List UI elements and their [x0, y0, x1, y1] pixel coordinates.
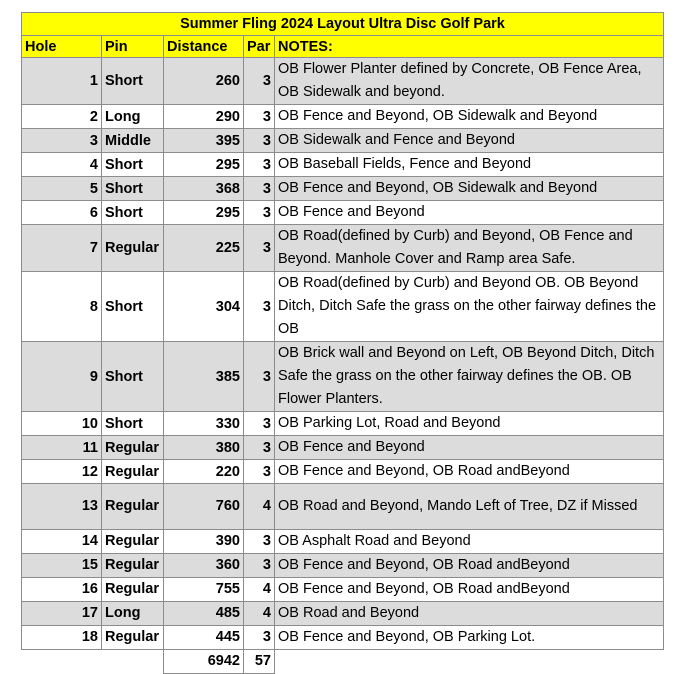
pin-cell: Short	[102, 153, 164, 177]
table-row	[22, 553, 664, 577]
pin-cell: Short	[102, 412, 164, 436]
par-cell: 3	[244, 177, 275, 201]
distance-cell: 445	[164, 625, 244, 649]
notes-cell: OB Sidewalk and Fence and Beyond	[275, 129, 664, 153]
hole-cell: 6	[22, 201, 102, 225]
notes-cell: OB Fence and Beyond	[275, 201, 664, 225]
pin-cell: Short	[102, 58, 164, 105]
distance-cell: 295	[164, 201, 244, 225]
hole-cell: 15	[22, 553, 102, 577]
distance-cell: 380	[164, 436, 244, 460]
par-cell: 4	[244, 577, 275, 601]
table-row	[22, 342, 664, 412]
total-par: 57	[244, 649, 275, 673]
pin-cell: Short	[102, 201, 164, 225]
par-cell: 3	[244, 625, 275, 649]
pin-cell: Short	[102, 177, 164, 201]
hole-cell: 10	[22, 412, 102, 436]
table-row	[22, 625, 664, 649]
notes-cell: OB Brick wall and Beyond on Left, OB Beyond Ditch, Ditch Safe the grass on the other fairway defines the OB. OB Flower Planters.	[275, 342, 664, 412]
hole-cell: 7	[22, 225, 102, 272]
notes-cell: OB Road and Beyond	[275, 601, 664, 625]
table-row	[22, 601, 664, 625]
pin-cell: Regular	[102, 225, 164, 272]
notes-cell: OB Flower Planter defined by Concrete, OB Fence Area, OB Sidewalk and beyond.	[275, 58, 664, 105]
hole-cell: 2	[22, 105, 102, 129]
distance-cell: 330	[164, 412, 244, 436]
hole-cell: 9	[22, 342, 102, 412]
distance-cell: 385	[164, 342, 244, 412]
distance-cell: 220	[164, 460, 244, 484]
header-pin: Pin	[102, 36, 164, 58]
total-distance: 6942	[164, 649, 244, 673]
table-row	[22, 484, 664, 530]
distance-cell: 368	[164, 177, 244, 201]
pin-cell: Regular	[102, 625, 164, 649]
header-notes: NOTES:	[275, 36, 664, 58]
distance-cell: 225	[164, 225, 244, 272]
blank-cell	[102, 649, 164, 673]
table-row	[22, 201, 664, 225]
pin-cell: Short	[102, 272, 164, 342]
notes-cell: OB Fence and Beyond, OB Road andBeyond	[275, 577, 664, 601]
hole-cell: 4	[22, 153, 102, 177]
distance-cell: 760	[164, 484, 244, 530]
pin-cell: Long	[102, 105, 164, 129]
notes-cell: OB Fence and Beyond, OB Parking Lot.	[275, 625, 664, 649]
table-row	[22, 529, 664, 553]
header-par: Par	[244, 36, 275, 58]
pin-cell: Regular	[102, 577, 164, 601]
header-distance: Distance	[164, 36, 244, 58]
pin-cell: Regular	[102, 529, 164, 553]
par-cell: 3	[244, 460, 275, 484]
hole-cell: 14	[22, 529, 102, 553]
hole-cell: 3	[22, 129, 102, 153]
pin-cell: Regular	[102, 460, 164, 484]
par-cell: 3	[244, 529, 275, 553]
table-row	[22, 436, 664, 460]
par-cell: 3	[244, 225, 275, 272]
header-hole: Hole	[22, 36, 102, 58]
hole-cell: 8	[22, 272, 102, 342]
distance-cell: 755	[164, 577, 244, 601]
notes-cell: OB Baseball Fields, Fence and Beyond	[275, 153, 664, 177]
notes-cell: OB Asphalt Road and Beyond	[275, 529, 664, 553]
notes-cell: OB Fence and Beyond, OB Sidewalk and Beyond	[275, 177, 664, 201]
par-cell: 3	[244, 272, 275, 342]
hole-cell: 12	[22, 460, 102, 484]
notes-cell: OB Road and Beyond, Mando Left of Tree, DZ if Missed	[275, 484, 664, 530]
hole-cell: 16	[22, 577, 102, 601]
notes-cell: OB Road(defined by Curb) and Beyond, OB Fence and Beyond. Manhole Cover and Ramp area Safe.	[275, 225, 664, 272]
table-row	[22, 412, 664, 436]
hole-cell: 18	[22, 625, 102, 649]
table-row	[22, 177, 664, 201]
pin-cell: Regular	[102, 484, 164, 530]
par-cell: 3	[244, 436, 275, 460]
pin-cell: Regular	[102, 436, 164, 460]
layout-sheet	[21, 12, 664, 674]
par-cell: 3	[244, 412, 275, 436]
distance-cell: 260	[164, 58, 244, 105]
par-cell: 3	[244, 342, 275, 412]
hole-cell: 5	[22, 177, 102, 201]
table-row	[22, 272, 664, 342]
pin-cell: Long	[102, 601, 164, 625]
table-row	[22, 225, 664, 272]
table-row	[22, 153, 664, 177]
distance-cell: 360	[164, 553, 244, 577]
table-row	[22, 577, 664, 601]
table-row	[22, 105, 664, 129]
hole-cell: 1	[22, 58, 102, 105]
par-cell: 3	[244, 58, 275, 105]
pin-cell: Middle	[102, 129, 164, 153]
notes-cell: OB Fence and Beyond, OB Road andBeyond	[275, 553, 664, 577]
pin-cell: Regular	[102, 553, 164, 577]
table-row	[22, 129, 664, 153]
distance-cell: 295	[164, 153, 244, 177]
par-cell: 3	[244, 201, 275, 225]
sheet-title: Summer Fling 2024 Layout Ultra Disc Golf Park	[22, 13, 664, 36]
totals-row	[22, 649, 664, 673]
layout-table	[21, 12, 664, 674]
notes-cell: OB Fence and Beyond	[275, 436, 664, 460]
notes-cell: OB Road(defined by Curb) and Beyond OB. OB Beyond Ditch, Ditch Safe the grass on the other fairway defines the OB	[275, 272, 664, 342]
par-cell: 3	[244, 153, 275, 177]
notes-cell: OB Parking Lot, Road and Beyond	[275, 412, 664, 436]
distance-cell: 485	[164, 601, 244, 625]
par-cell: 4	[244, 601, 275, 625]
blank-cell	[275, 649, 664, 673]
hole-cell: 13	[22, 484, 102, 530]
notes-cell: OB Fence and Beyond, OB Road andBeyond	[275, 460, 664, 484]
distance-cell: 395	[164, 129, 244, 153]
table-row	[22, 460, 664, 484]
par-cell: 3	[244, 129, 275, 153]
blank-cell	[22, 649, 102, 673]
pin-cell: Short	[102, 342, 164, 412]
notes-cell: OB Fence and Beyond, OB Sidewalk and Beyond	[275, 105, 664, 129]
distance-cell: 290	[164, 105, 244, 129]
hole-cell: 17	[22, 601, 102, 625]
table-row	[22, 58, 664, 105]
par-cell: 3	[244, 105, 275, 129]
distance-cell: 390	[164, 529, 244, 553]
par-cell: 4	[244, 484, 275, 530]
par-cell: 3	[244, 553, 275, 577]
distance-cell: 304	[164, 272, 244, 342]
hole-cell: 11	[22, 436, 102, 460]
